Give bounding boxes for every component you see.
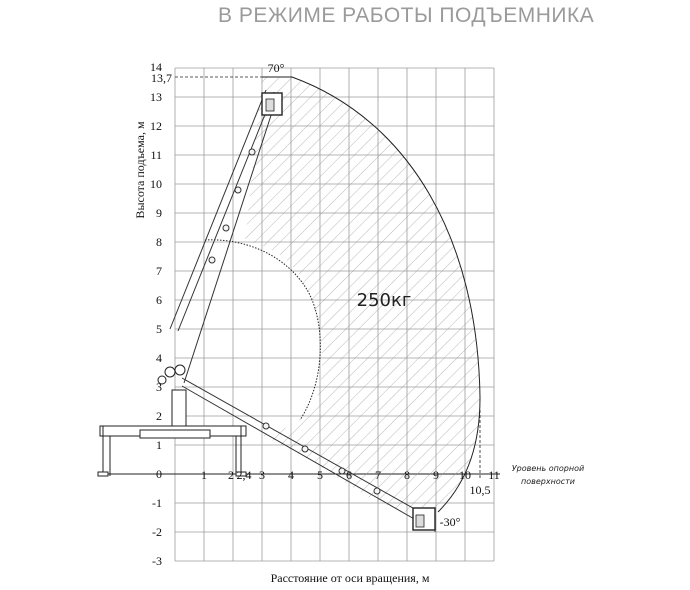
page-title: В РЕЖИМЕ РАБОТЫ ПОДЪЕМНИКА xyxy=(218,4,595,27)
y-tick-14: 14 xyxy=(150,60,162,74)
y-axis-label: Высота подъема, м xyxy=(133,121,147,219)
y-tick-0: 0 xyxy=(156,467,162,481)
angle-bottom-label: -30° xyxy=(439,515,461,529)
y-tick-8: 8 xyxy=(156,235,162,249)
y-tick-7: 7 xyxy=(156,264,162,278)
x-tick-2: 2 xyxy=(228,468,234,482)
y-tick-13: 13 xyxy=(150,90,162,104)
x-tick-5: 5 xyxy=(317,468,323,482)
y-tick-4: 4 xyxy=(156,351,162,365)
x-tick-6: 6 xyxy=(346,468,352,482)
x-tick-4: 4 xyxy=(288,468,294,482)
x-axis-label: Расстояние от оси вращения, м xyxy=(270,571,430,585)
x-tick-9: 9 xyxy=(433,468,439,482)
chassis xyxy=(98,426,246,476)
y-tick-6: 6 xyxy=(156,293,162,307)
y-tick-minus-2: -2 xyxy=(152,525,162,539)
angle-top-label: 70° xyxy=(267,61,285,75)
basket-top xyxy=(262,93,282,115)
x-tick-8: 8 xyxy=(404,468,410,482)
basket-bottom xyxy=(413,508,435,532)
y-tick-minus-3: -3 xyxy=(152,554,162,568)
y-tick-13-7: 13,7 xyxy=(151,71,172,85)
x-tick-3: 3 xyxy=(259,468,265,482)
y-tick-3: 3 xyxy=(156,380,162,394)
y-tick-5: 5 xyxy=(156,322,162,336)
x-reach-label: 10,5 xyxy=(469,483,491,497)
x-tick-7: 7 xyxy=(375,468,381,482)
y-tick-minus-1: -1 xyxy=(152,496,162,510)
x-tick-11: 11 xyxy=(488,468,500,482)
x-tick-2-4: 2,4 xyxy=(236,468,252,482)
y-tick-11: 11 xyxy=(150,148,162,162)
x-tick-1: 1 xyxy=(201,468,207,482)
y-tick-10: 10 xyxy=(150,177,162,191)
x-tick-10: 10 xyxy=(459,468,471,482)
load-label: 250кг xyxy=(356,290,412,311)
ground-label-line2: поверхности xyxy=(521,477,575,486)
turret xyxy=(158,365,186,430)
ground-label-line1: Уровень опорной xyxy=(511,464,585,473)
y-tick-2: 2 xyxy=(156,409,162,423)
y-tick-9: 9 xyxy=(156,206,162,220)
y-tick-12: 12 xyxy=(150,119,162,133)
y-tick-1: 1 xyxy=(156,438,162,452)
